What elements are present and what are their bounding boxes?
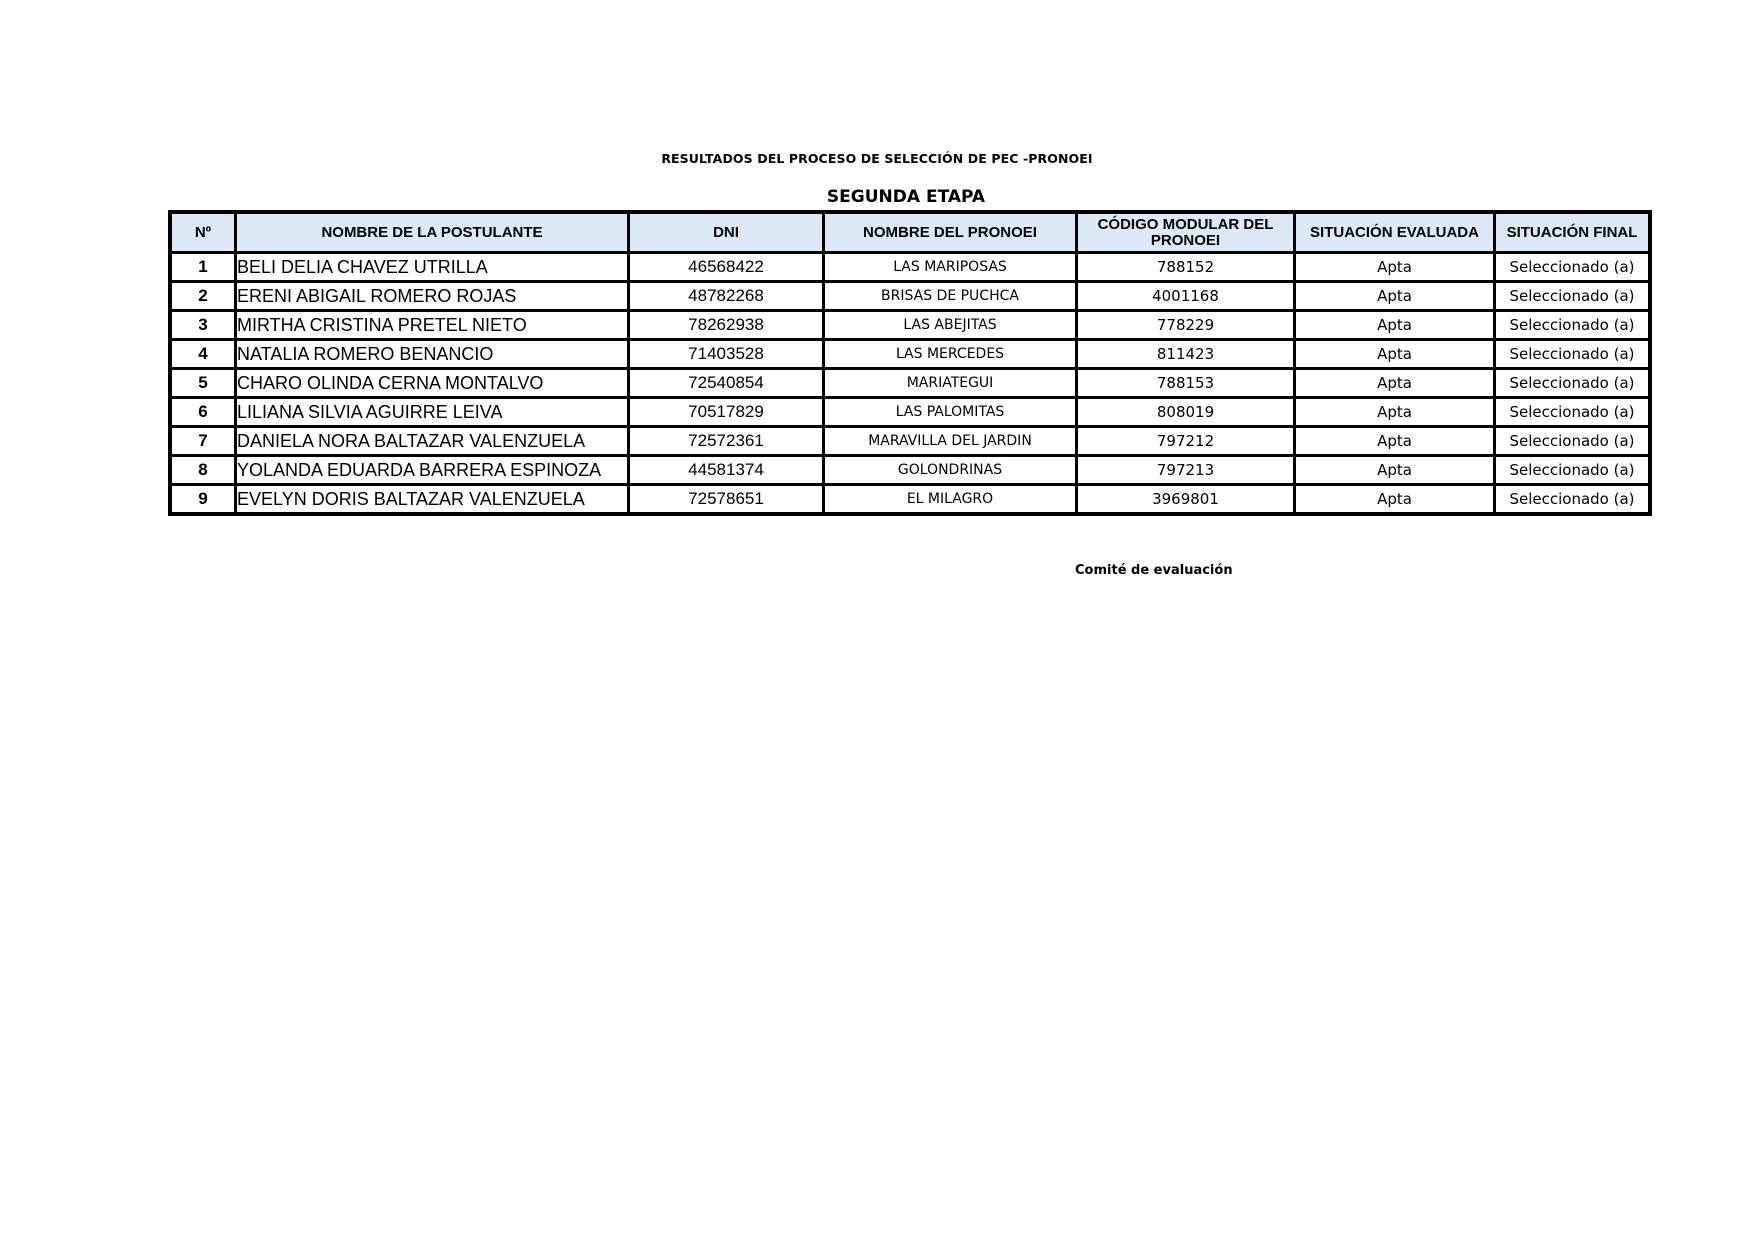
committee-label: Comité de evaluación <box>1075 563 1233 578</box>
cell-pronoei: LAS PALOMITAS <box>825 399 1078 428</box>
cell-code: 808019 <box>1078 399 1296 428</box>
table-row <box>172 486 1648 512</box>
cell-final: Seleccionado (a) <box>1496 457 1648 486</box>
cell-code: 797212 <box>1078 428 1296 457</box>
cell-num: 9 <box>172 486 237 512</box>
table-row <box>172 341 1648 370</box>
header-pronoei: NOMBRE DEL PRONOEI <box>825 214 1078 254</box>
cell-code: 797213 <box>1078 457 1296 486</box>
table-row <box>172 370 1648 399</box>
header-code: CÓDIGO MODULAR DEL PRONOEI <box>1078 214 1296 254</box>
table-header-row <box>172 214 1648 254</box>
cell-num: 3 <box>172 312 237 341</box>
cell-pronoei: LAS MARIPOSAS <box>825 254 1078 283</box>
stage-title: SEGUNDA ETAPA <box>826 187 986 207</box>
cell-final: Seleccionado (a) <box>1496 283 1648 312</box>
results-table <box>168 210 1652 516</box>
cell-evaluated: Apta <box>1296 428 1496 457</box>
cell-pronoei: LAS MERCEDES <box>825 341 1078 370</box>
cell-name: YOLANDA EDUARDA BARRERA ESPINOZA <box>237 457 630 486</box>
cell-dni: 78262938 <box>630 312 825 341</box>
cell-num: 8 <box>172 457 237 486</box>
document-title: RESULTADOS DEL PROCESO DE SELECCIÓN DE PEC -PRONOEI <box>661 151 1093 166</box>
cell-pronoei: BRISAS DE PUCHCA <box>825 283 1078 312</box>
cell-name: DANIELA NORA BALTAZAR VALENZUELA <box>237 428 630 457</box>
cell-pronoei: LAS ABEJITAS <box>825 312 1078 341</box>
cell-name: NATALIA ROMERO BENANCIO <box>237 341 630 370</box>
cell-dni: 72540854 <box>630 370 825 399</box>
cell-dni: 48782268 <box>630 283 825 312</box>
table-row <box>172 457 1648 486</box>
header-num: Nº <box>172 214 237 254</box>
cell-code: 3969801 <box>1078 486 1296 512</box>
cell-name: CHARO OLINDA CERNA MONTALVO <box>237 370 630 399</box>
cell-final: Seleccionado (a) <box>1496 399 1648 428</box>
cell-pronoei: EL MILAGRO <box>825 486 1078 512</box>
header-dni: DNI <box>630 214 825 254</box>
cell-num: 6 <box>172 399 237 428</box>
cell-dni: 71403528 <box>630 341 825 370</box>
cell-evaluated: Apta <box>1296 486 1496 512</box>
header-name: NOMBRE DE LA POSTULANTE <box>237 214 630 254</box>
cell-final: Seleccionado (a) <box>1496 428 1648 457</box>
cell-dni: 44581374 <box>630 457 825 486</box>
cell-num: 7 <box>172 428 237 457</box>
cell-evaluated: Apta <box>1296 283 1496 312</box>
header-final: SITUACIÓN FINAL <box>1496 214 1648 254</box>
table-body <box>172 254 1648 512</box>
table-row <box>172 254 1648 283</box>
cell-evaluated: Apta <box>1296 254 1496 283</box>
cell-code: 4001168 <box>1078 283 1296 312</box>
cell-evaluated: Apta <box>1296 399 1496 428</box>
cell-code: 788152 <box>1078 254 1296 283</box>
cell-final: Seleccionado (a) <box>1496 312 1648 341</box>
cell-evaluated: Apta <box>1296 457 1496 486</box>
table-row <box>172 283 1648 312</box>
cell-pronoei: MARAVILLA DEL JARDIN <box>825 428 1078 457</box>
cell-code: 778229 <box>1078 312 1296 341</box>
cell-dni: 46568422 <box>630 254 825 283</box>
cell-name: MIRTHA CRISTINA PRETEL NIETO <box>237 312 630 341</box>
cell-final: Seleccionado (a) <box>1496 341 1648 370</box>
cell-num: 1 <box>172 254 237 283</box>
cell-final: Seleccionado (a) <box>1509 490 1635 508</box>
cell-name: ERENI ABIGAIL ROMERO ROJAS <box>237 283 630 312</box>
cell-final: Seleccionado (a) <box>1496 370 1648 399</box>
header-evaluated: SITUACIÓN EVALUADA <box>1296 214 1496 254</box>
cell-dni: 72572361 <box>630 428 825 457</box>
table-row <box>172 399 1648 428</box>
cell-num: 2 <box>172 283 237 312</box>
cell-name: EVELYN DORIS BALTAZAR VALENZUELA <box>237 486 630 512</box>
cell-dni: 72578651 <box>630 486 825 512</box>
cell-num: 5 <box>172 370 237 399</box>
cell-final: Seleccionado (a) <box>1496 254 1648 283</box>
cell-dni: 70517829 <box>630 399 825 428</box>
cell-evaluated: Apta <box>1296 370 1496 399</box>
cell-code: 811423 <box>1078 341 1296 370</box>
cell-evaluated: Apta <box>1296 312 1496 341</box>
cell-evaluated: Apta <box>1296 341 1496 370</box>
cell-code: 788153 <box>1078 370 1296 399</box>
cell-num: 4 <box>172 341 237 370</box>
cell-pronoei: MARIATEGUI <box>825 370 1078 399</box>
table-row <box>172 312 1648 341</box>
cell-name: BELI DELIA CHAVEZ UTRILLA <box>237 254 630 283</box>
cell-pronoei: GOLONDRINAS <box>825 457 1078 486</box>
cell-name: LILIANA SILVIA AGUIRRE LEIVA <box>237 399 630 428</box>
table-row <box>172 428 1648 457</box>
